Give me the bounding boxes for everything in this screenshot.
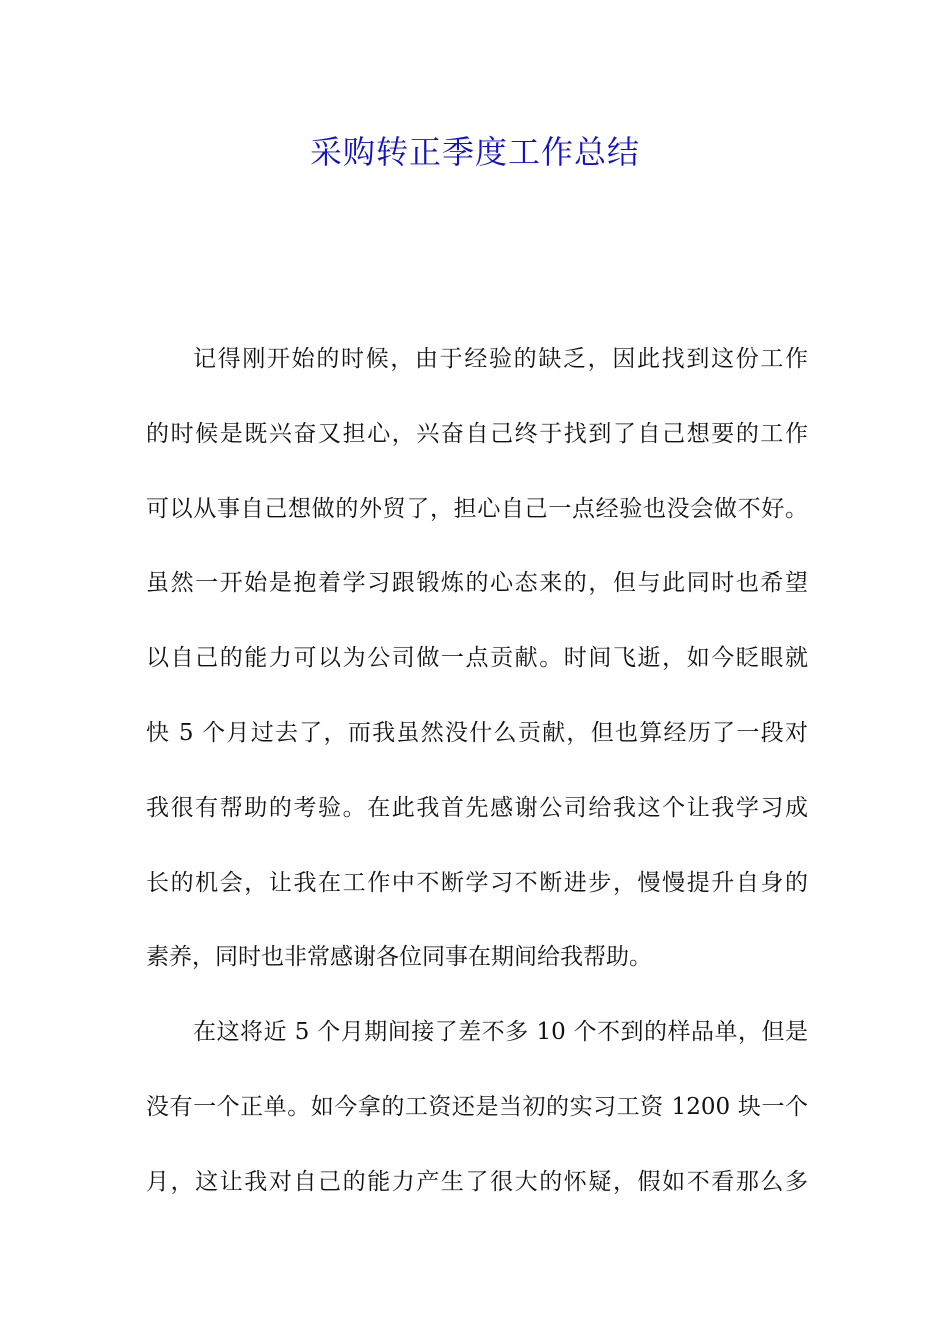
body-line: 在这将近 5 个月期间接了差不多 10 个不到的样品单，但是 [193, 1019, 808, 1046]
body-line: 月，这让我对自己的能力产生了很大的怀疑，假如不看那么多 [146, 1168, 808, 1195]
document-body [146, 337, 808, 1235]
body-line: 素养，同时也非常感谢各位同事在期间给我帮助。 [146, 944, 652, 971]
body-line: 可以从事自己想做的外贸了，担心自己一点经验也没会做不好。 [146, 495, 808, 522]
body-line: 快 5 个月过去了，而我虽然没什么贡献，但也算经历了一段对 [146, 719, 808, 746]
body-line: 没有一个正单。如今拿的工资还是当初的实习工资 1200 块一个 [146, 1093, 808, 1120]
document-title: 采购转正季度工作总结 [309, 133, 640, 171]
body-line: 记得刚开始的时候，由于经验的缺乏，因此找到这份工作 [193, 346, 808, 372]
body-line: 长的机会，让我在工作中不断学习不断进步，慢慢提升自身的 [146, 869, 808, 896]
body-line: 以自己的能力可以为公司做一点贡献。时间飞逝，如今眨眼就 [146, 645, 808, 672]
body-line: 我很有帮助的考验。在此我首先感谢公司给我这个让我学习成 [146, 794, 808, 821]
body-line: 虽然一开始是抱着学习跟锻炼的心态来的，但与此同时也希望 [146, 570, 808, 597]
body-line: 的时候是既兴奋又担心，兴奋自己终于找到了自己想要的工作 [146, 420, 808, 447]
